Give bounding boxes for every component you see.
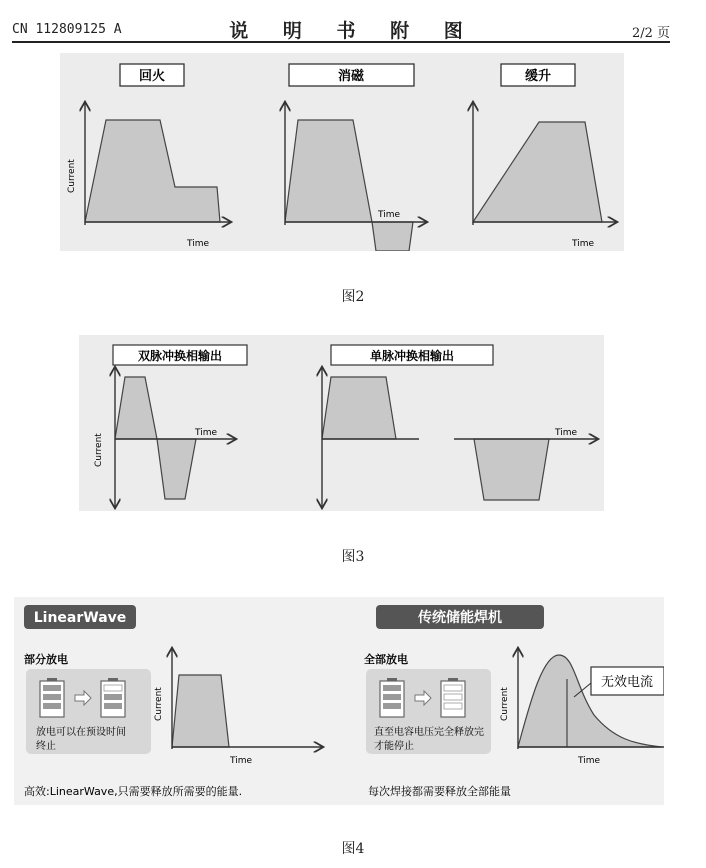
right-desc-line2: 才能停止 — [374, 741, 414, 752]
right-mode-label: 全部放电 — [364, 653, 408, 666]
fig2-waveform-tempering — [85, 120, 220, 222]
fig3-label-right: 单脉冲换相输出 — [369, 349, 455, 363]
battery-full-icon-right — [380, 678, 404, 717]
fig3-waveform-single-neg — [474, 439, 549, 500]
page-title: 说 明 书 附 图 — [229, 20, 477, 42]
fig2-waveform-demagnetize-negative — [372, 222, 413, 251]
figure-4-caption: 图4 — [341, 841, 365, 857]
figure-3-panel — [79, 335, 604, 511]
fig2-label-1: 回火 — [138, 69, 166, 84]
page-number: 2/2 页 — [631, 26, 670, 41]
page-header — [0, 14, 706, 44]
fig2-waveform-demagnetize — [285, 120, 372, 222]
fig3-ylabel: Current — [94, 433, 104, 467]
fig2-ylabel: Current — [67, 159, 77, 193]
figure-3-caption: 图3 — [341, 549, 365, 565]
fig3-xlabel-1: Time — [195, 428, 218, 438]
fig2-label-3: 缓升 — [524, 69, 552, 84]
fig3-waveform-double-neg — [157, 439, 196, 499]
fig3-label-left: 双脉冲换相输出 — [137, 349, 223, 363]
fig3-waveform-single-pos — [322, 377, 396, 439]
figure-2-panel — [60, 53, 624, 251]
fig2-label-2: 消磁 — [337, 69, 365, 84]
callout-text: 无效电流 — [600, 675, 654, 690]
right-footer: 每次焊接都需要释放全部能量 — [368, 785, 511, 798]
battery-full-icon — [40, 678, 64, 717]
right-desc-line1: 直至电容电压完全释放完 — [374, 727, 484, 738]
battery-empty-icon — [441, 678, 465, 717]
fig4-right-ylabel: Current — [500, 687, 510, 721]
fig4-left-xlabel: Time — [230, 756, 253, 766]
linearwave-waveform — [172, 675, 229, 747]
figure-3-graphic — [79, 335, 604, 511]
fig2-xlabel-1: Time — [187, 239, 210, 249]
battery-partial-icon — [101, 678, 125, 717]
linearwave-badge-text: LinearWave — [33, 610, 127, 626]
fig3-xlabel-3: Time — [555, 428, 578, 438]
header-rule — [12, 41, 670, 43]
figure-2-caption: 图2 — [341, 289, 365, 305]
doc-number: CN 112809125 A — [12, 22, 122, 37]
figure-4-graphic — [14, 597, 664, 805]
figure-2-graphic — [60, 53, 624, 251]
left-desc-line1: 放电可以在预设时间 — [36, 727, 126, 738]
left-desc-line2: 终止 — [36, 741, 56, 752]
left-footer: 高效:LinearWave,只需要释放所需要的能量. — [24, 785, 243, 798]
figure-4-panel — [14, 597, 664, 805]
fig2-waveform-ramp — [473, 122, 602, 222]
fig4-left-ylabel: Current — [154, 687, 164, 721]
left-mode-label: 部分放电 — [24, 653, 68, 666]
fig4-right-xlabel: Time — [578, 756, 601, 766]
fig3-waveform-double-pos — [115, 377, 157, 439]
traditional-welder-badge-text: 传统储能焊机 — [418, 610, 502, 626]
fig2-xlabel-3: Time — [572, 239, 595, 249]
fig2-xlabel-2: Time — [378, 210, 401, 220]
